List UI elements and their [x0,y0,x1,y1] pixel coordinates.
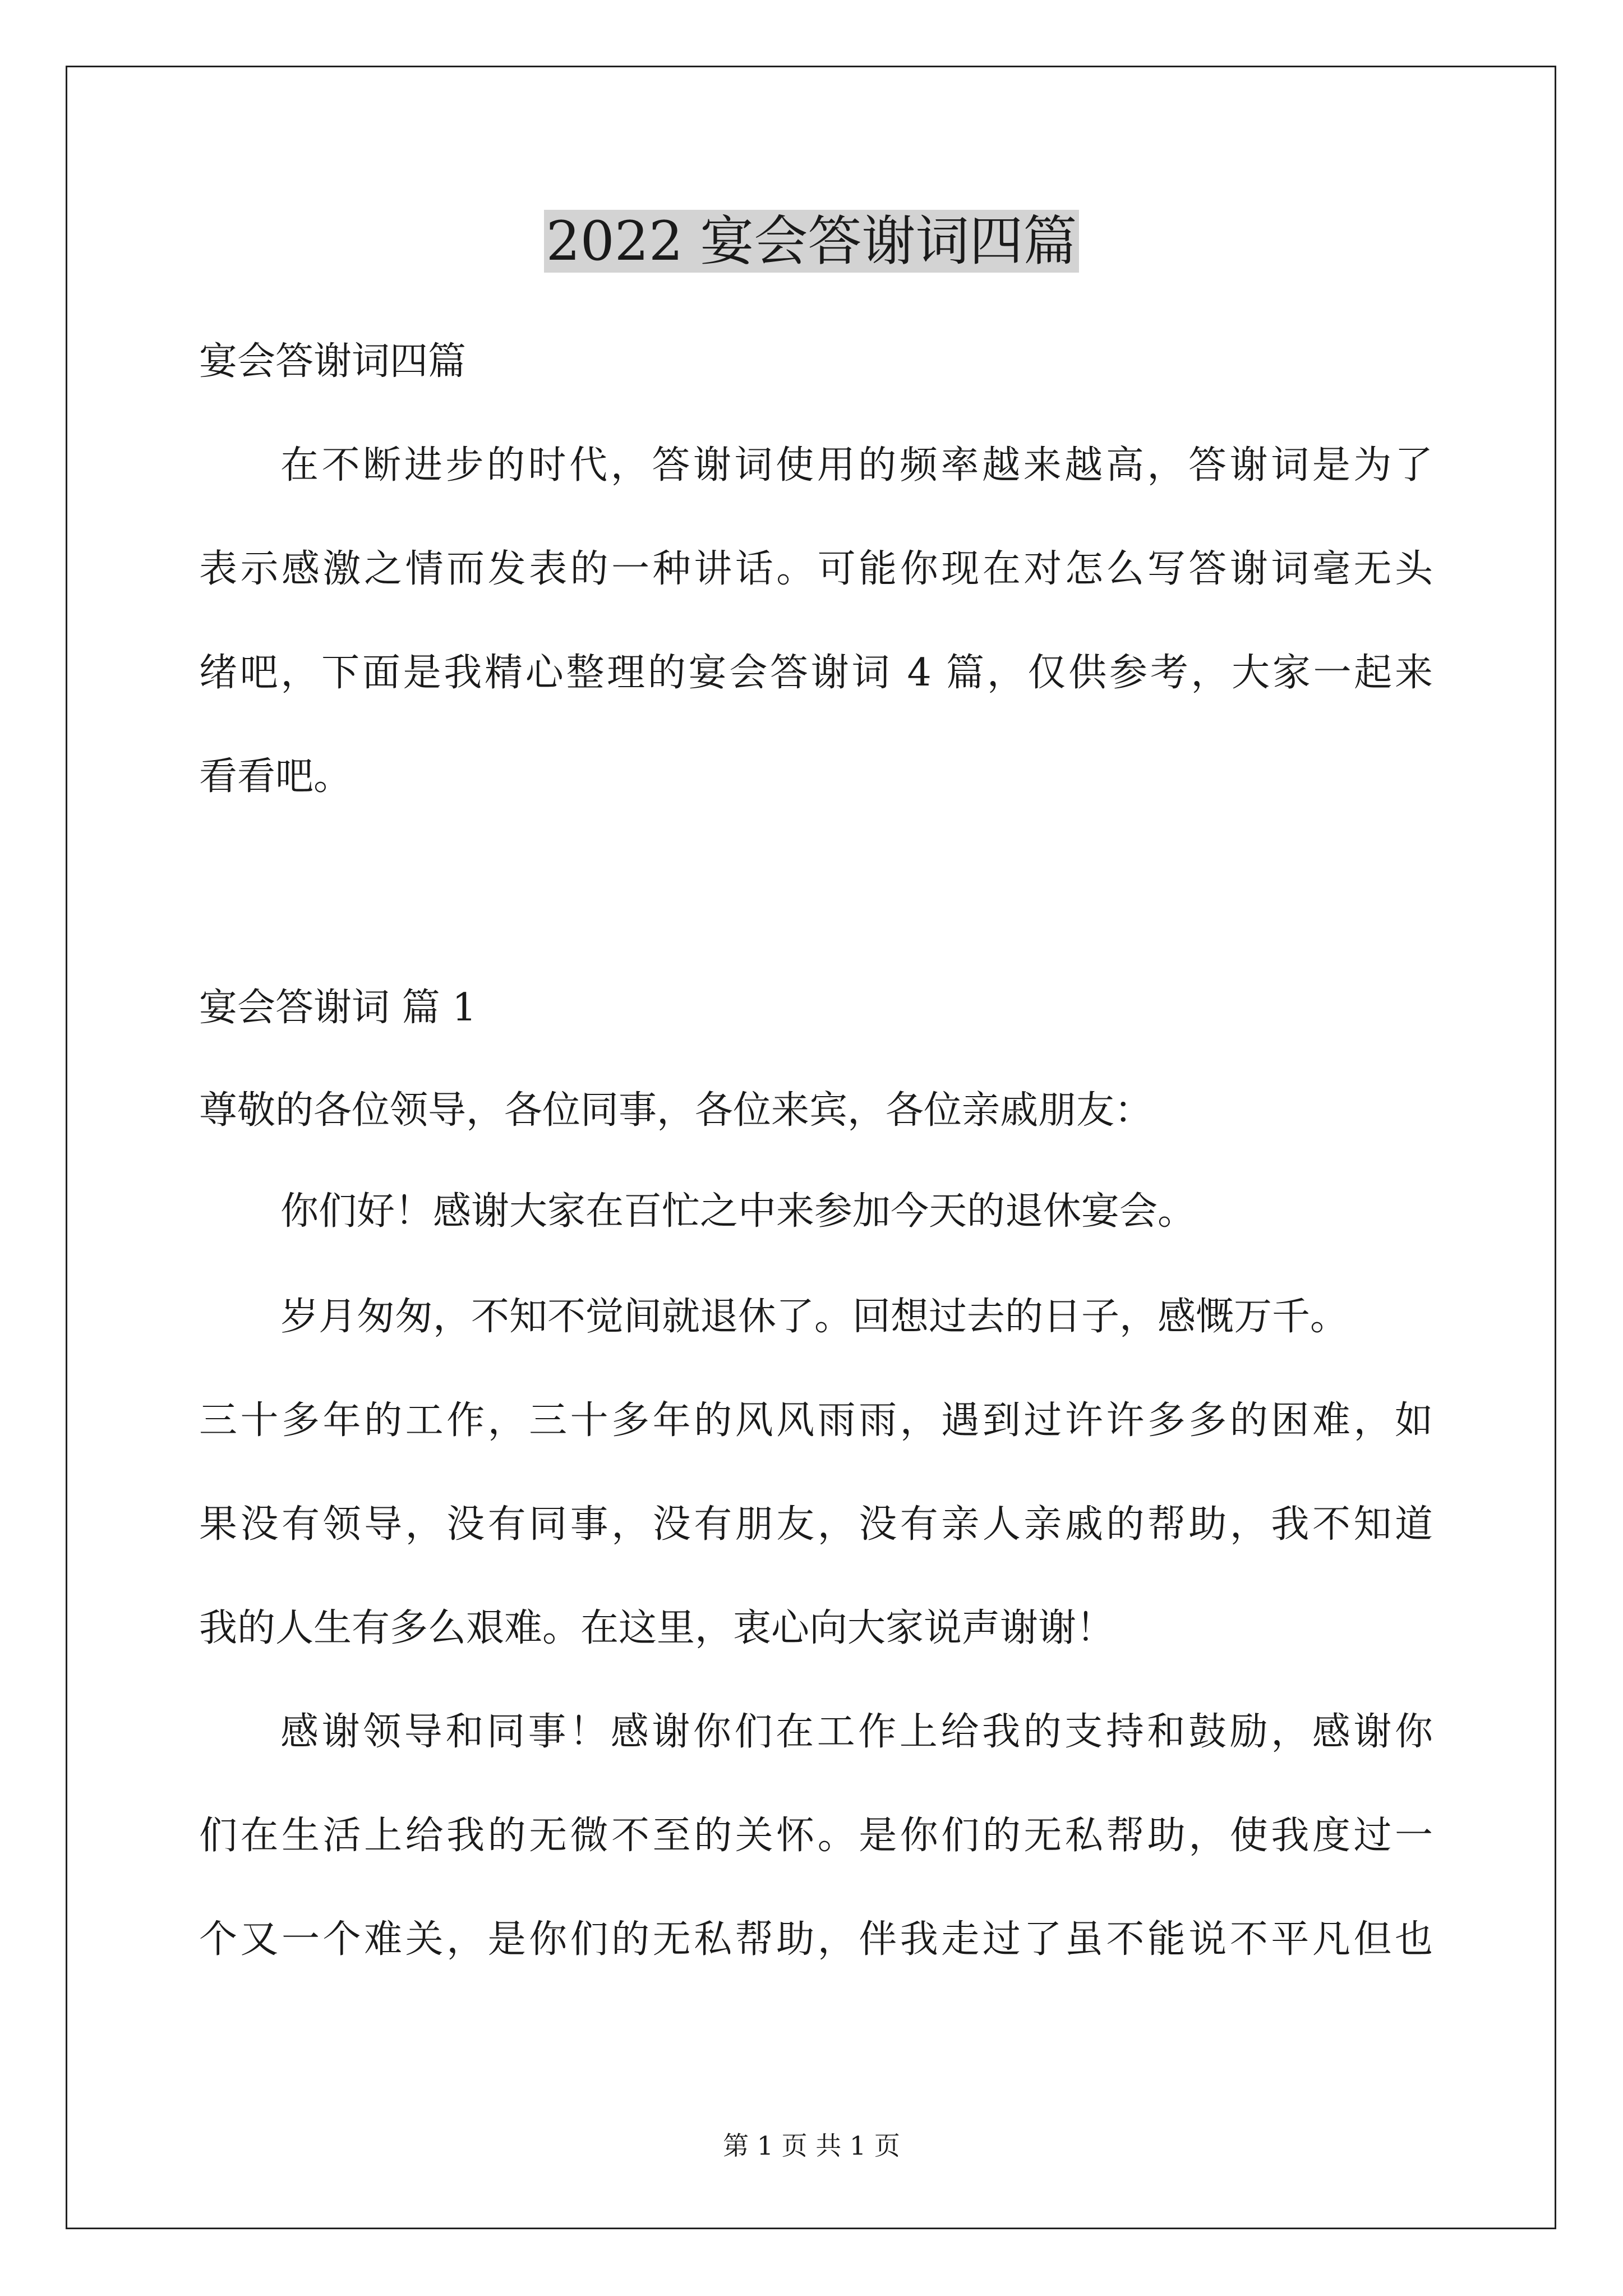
page-footer: 第 1 页 共 1 页 [723,2131,900,2161]
subtitle: 宴会答谢词四篇 [199,339,467,384]
paragraph-line: 我的人生有多么艰难。在这里，衷心向大家说声谢谢！ [199,1606,1115,1650]
paragraph-line: 们在生活上给我的无微不至的关怀。是你们的无私帮助，使我度过一 [199,1814,1433,1858]
intro-line: 看看吧。 [199,754,352,799]
salutation: 尊敬的各位领导，各位同事，各位来宾，各位亲戚朋友： [199,1088,1153,1133]
greeting: 你们好！感谢大家在百忙之中来参加今天的退休宴会。 [280,1189,1196,1234]
intro-line: 在不断进步的时代，答谢词使用的频率越来越高，答谢词是为了 [280,443,1433,487]
page-border [66,66,1556,2229]
paragraph-line: 岁月匆匆，不知不觉间就退休了。回想过去的日子，感慨万千。 [280,1295,1349,1339]
section-heading: 宴会答谢词 篇 1 [199,986,477,1030]
paragraph-line: 三十多年的工作，三十多年的风风雨雨，遇到过许许多多的困难，如 [199,1398,1433,1443]
paragraph-line: 感谢领导和同事！感谢你们在工作上给我的支持和鼓励，感谢你 [280,1710,1433,1754]
paragraph-line: 个又一个难关，是你们的无私帮助，伴我走过了虽不能说不平凡但也 [199,1917,1433,1962]
intro-line: 绪吧，下面是我精心整理的宴会答谢词 4 篇，仅供参考，大家一起来 [199,651,1433,695]
intro-line: 表示感激之情而发表的一种讲话。可能你现在对怎么写答谢词毫无头 [199,547,1433,591]
document-title: 2022 宴会答谢词四篇 [0,202,1623,280]
paragraph-line: 果没有领导，没有同事，没有朋友，没有亲人亲戚的帮助，我不知道 [199,1502,1433,1547]
